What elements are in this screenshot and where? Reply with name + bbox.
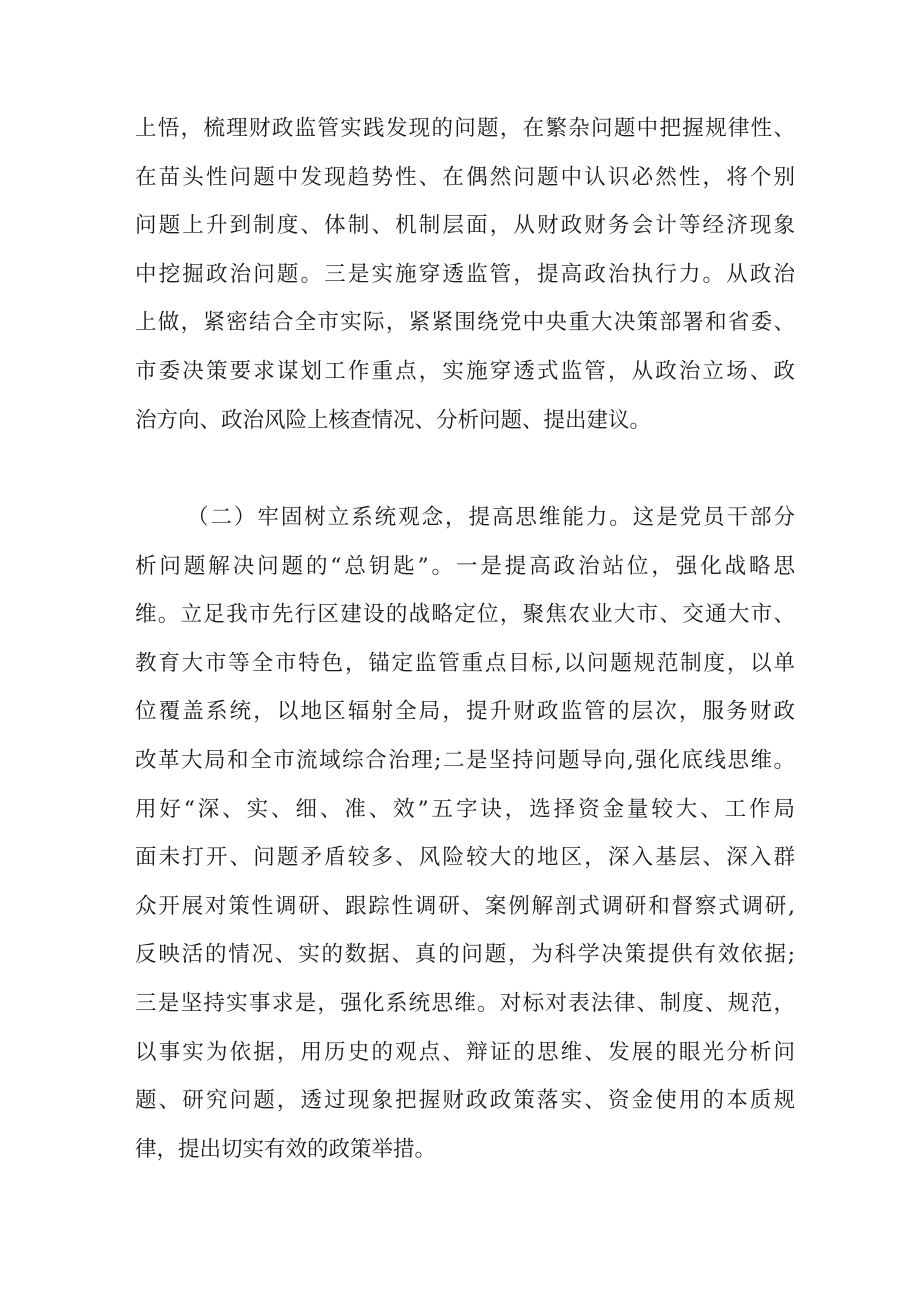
text-line: 问题上升到制度、体制、机制层面，从财政财务会计等经济现象 xyxy=(135,213,795,239)
text-line: 市委决策要求谋划工作重点，实施穿透式监管，从政治立场、政 xyxy=(135,358,795,384)
text-line: 用好“深、实、细、准、效”五字诀，选择资金量较大、工作局 xyxy=(135,796,795,822)
text-line: 教育大市等全市特色，锚定监管重点目标,以问题规范制度，以单 xyxy=(135,650,795,676)
text-line: 治方向、政治风险上核查情况、分析问题、提出建议。 xyxy=(135,407,652,433)
text-line: 题、研究问题，透过现象把握财政政策落实、资金使用的本质规 xyxy=(135,1088,795,1114)
text-line: 维。立足我市先行区建设的战略定位，聚焦农业大市、交通大市、 xyxy=(135,602,795,628)
text-line: 中挖掘政治问题。三是实施穿透监管，提高政治执行力。从政治 xyxy=(135,261,795,287)
text-line: 位覆盖系统，以地区辐射全局，提升财政监管的层次，服务财政 xyxy=(135,699,795,725)
paragraph-1 xyxy=(135,105,795,445)
text-line: 上悟，梳理财政监管实践发现的问题，在繁杂问题中把握规律性、 xyxy=(135,116,795,141)
text-line: 以事实为依据，用历史的观点、辩证的思维、发展的眼光分析问 xyxy=(135,1039,795,1065)
text-line: 在苗头性问题中发现趋势性、在偶然问题中认识必然性，将个别 xyxy=(135,164,795,190)
text-line: 律，提出切实有效的政策举措。 xyxy=(135,1136,437,1162)
text-line: 三是坚持实事求是，强化系统思维。对标对表法律、制度、规范， xyxy=(135,990,795,1016)
text-line: 上做，紧密结合全市实际，紧紧围绕党中央重大决策部署和省委、 xyxy=(135,310,795,336)
paragraph-2 xyxy=(135,494,795,1174)
text-line: 析问题解决问题的“总钥匙”。一是提高政治站位，强化战略思 xyxy=(135,553,795,579)
text-line: 面未打开、问题矛盾较多、风险较大的地区，深入基层、深入群 xyxy=(135,845,795,871)
section-heading-line: （二）牢固树立系统观念，提高思维能力。这是党员干部分 xyxy=(187,505,795,530)
text-line: 反映活的情况、实的数据、真的问题，为科学决策提供有效依据; xyxy=(135,942,795,968)
text-line: 改革大局和全市流域综合治理;二是坚持问题导向,强化底线思维。 xyxy=(135,747,795,773)
text-line: 众开展对策性调研、跟踪性调研、案例解剖式调研和督察式调研, xyxy=(135,893,795,919)
